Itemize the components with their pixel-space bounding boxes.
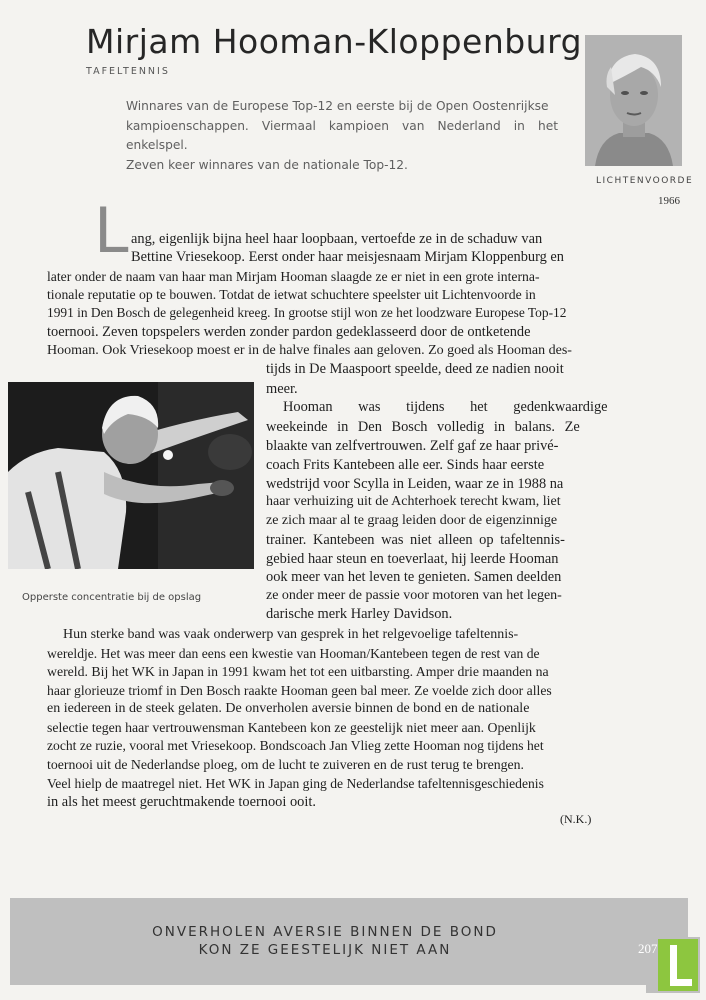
table-tennis-player-image (8, 382, 254, 569)
pull-quote-line: ONVERHOLEN AVERSIE BINNEN DE BOND (152, 924, 498, 940)
portrait-image (585, 35, 682, 166)
body-line: blaakte van zelfvertrouwen. Zelf gaf ze haar privé- (266, 438, 559, 454)
body-line: Veel hielp de maatregel niet. Het WK in Japan ging de Nederlandse tafeltennisgeschiedenis (47, 776, 544, 791)
sport-category: TAFELTENNIS (86, 66, 170, 77)
intro-line: kampioenschappen. Viermaal kampioen van Nederland in het enkelspel. (126, 118, 558, 153)
body-line: trainer. Kantebeen was niet alleen op tafeltennis- (266, 532, 565, 548)
body-line: wedstrijd voor Scylla in Leiden, waar ze in 1988 na (266, 476, 564, 492)
body-line: toernooi uit de Nederlandse ploeg, om de lucht te zuiveren en de rust terug te brengen. (47, 757, 524, 772)
body-line: Hooman. Ook Vriesekoop moest er in de halve finales aan geloven. Zo goed als Hooman des- (47, 343, 572, 358)
body-line: gebied haar steun en toeverlaat, hij leerde Hooman (266, 551, 559, 567)
intro-line: Zeven keer winnares van de nationale Top-12. (126, 157, 408, 172)
body-line: ze onder meer de passie voor motoren van het legen- (266, 588, 562, 603)
body-line: haar verhuizing uit de Achterhoek terecht kwam, liet (266, 494, 561, 509)
body-line: in als het meest geruchtmakende toernooi ooit. (47, 794, 316, 810)
article-title: Mirjam Hooman-Kloppenburg (86, 22, 583, 61)
action-photo (8, 382, 254, 569)
body-line: Bettine Vriesekoop. Eerst onder haar meisjesnaam Mirjam Kloppenburg en (131, 249, 565, 265)
body-line: tijds in De Maaspoort speelde, deed ze nadien nooit (266, 361, 564, 377)
body-line: ook meer van het leven te genieten. Samen deelden (266, 569, 562, 585)
body-line: later onder de naam van haar man Mirjam Hooman slaagde ze er niet in een grote interna- (47, 269, 540, 284)
body-line: darische merk Harley Davidson. (266, 606, 453, 622)
body-line: meer. (266, 381, 298, 397)
body-line: weekeinde in Den Bosch volledig in balans. Ze (266, 419, 580, 435)
body-line: zocht ze ruzie, vooral met Vriesekoop. Bondscoach Jan Vlieg zette Hooman nog tijdens het (47, 738, 544, 753)
pull-quote (10, 923, 640, 959)
body-line: 1991 in Den Bosch de gelegenheid kreeg. In grootse stijl won ze het loodzware Europese Top-12 (47, 305, 567, 320)
photo-caption: Opperste concentratie bij de opslag (22, 592, 202, 603)
body-line: haar glorieuze triomf in Den Bosch raakte Hooman geen bal meer. Ze voelde zich door alles (47, 683, 552, 698)
birth-year: 1966 (658, 195, 680, 207)
pull-quote-line: KON ZE GEESTELIJK NIET AAN (198, 942, 452, 958)
body-line: toernooi. Zeven topspelers werden zonder pardon gedeklasseerd door de ontketende (47, 324, 531, 340)
body-line: selectie tegen haar vertrouwensman Kantebeen kon ze geestelijk niet meer aan. Openlijk (47, 720, 536, 735)
author-initials: (N.K.) (560, 812, 592, 826)
body-line: en iedereen in de steek gelaten. De onverholen aversie binnen de bond en de nationale (47, 701, 530, 716)
body-line: coach Frits Kantebeen alle eer. Sinds haar eerste (266, 457, 545, 473)
drop-cap: L (94, 194, 129, 267)
birthplace: LICHTENVOORDE (596, 176, 694, 186)
body-line: Hun sterke band was vaak onderwerp van gesprek in het relgevoelige tafeltennis- (63, 627, 519, 642)
intro-line: Winnares van de Europese Top-12 en eerste bij de Open Oostenrijkse (126, 99, 549, 113)
body-line: ze zich maar al te graag leiden door de eigenzinnige (266, 513, 558, 528)
portrait-photo (585, 35, 682, 166)
body-line: wereld. Bij het WK in Japan in 1991 kwam het tot een uitbarsting. Amper drie maanden na (47, 664, 549, 679)
body-line: Hooman was tijdens het gedenkwaardige (283, 399, 608, 415)
intro-summary (126, 97, 558, 175)
body-line: ang, eigenlijk bijna heel haar loopbaan, vertoefde ze in de schaduw van (131, 231, 543, 247)
body-line: tionale reputatie op te bouwen. Totdat de ietwat schuchtere speelster uit Lichtenvoorde in (47, 287, 536, 302)
body-line: wereldje. Het was meer dan eens een kwestie van Hooman/Kantebeen tegen de rest van de (47, 646, 540, 661)
page-number: 207 (638, 941, 658, 956)
